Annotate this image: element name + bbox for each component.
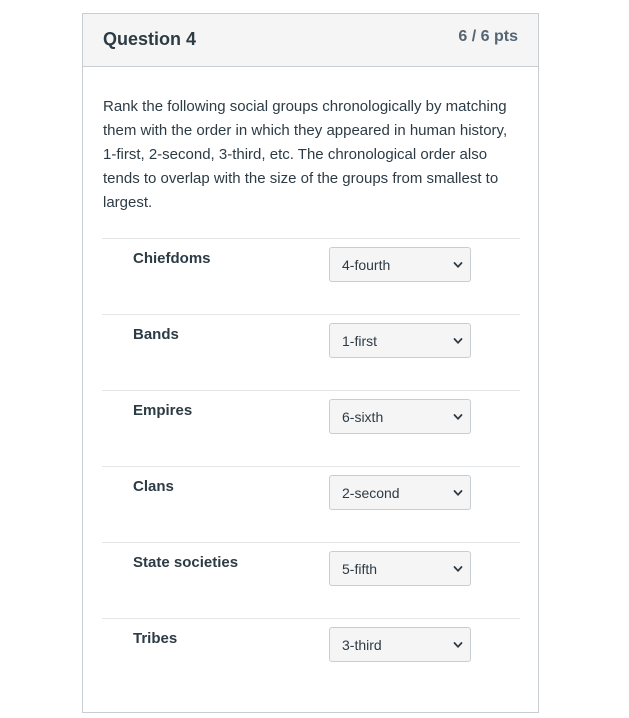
- chevron-down-icon: [453, 488, 463, 498]
- match-label: Chiefdoms: [133, 250, 211, 267]
- match-selected-value: 5-fifth: [342, 561, 378, 577]
- match-selected-value: 3-third: [342, 637, 382, 653]
- match-row: [102, 238, 520, 314]
- chevron-down-icon: [453, 412, 463, 422]
- match-label: Clans: [133, 478, 174, 495]
- match-label: Bands: [133, 326, 179, 343]
- question-points: 6 / 6 pts: [458, 28, 518, 45]
- match-select[interactable]: [329, 247, 471, 282]
- match-row: [102, 542, 520, 618]
- match-selected-value: 6-sixth: [342, 409, 384, 425]
- match-row: [102, 390, 520, 466]
- chevron-down-icon: [453, 564, 463, 574]
- match-select[interactable]: [329, 551, 471, 586]
- match-label: State societies: [133, 554, 239, 571]
- match-row: [102, 314, 520, 390]
- question-header: [83, 14, 538, 67]
- match-selected-value: 4-fourth: [342, 257, 391, 273]
- chevron-down-icon: [453, 260, 463, 270]
- question-card: [82, 13, 539, 713]
- question-text: Rank the following social groups chronologically by matching them with the order in which they appeared in human history, 1-first, 2-second, 3-third, etc. The chronological order also tends to overlap with the size of the groups from smallest to largest.: [103, 98, 508, 211]
- match-select[interactable]: [329, 627, 471, 662]
- match-label: Empires: [133, 402, 193, 419]
- match-select[interactable]: [329, 323, 471, 358]
- chevron-down-icon: [453, 336, 463, 346]
- match-label: Tribes: [133, 630, 178, 647]
- match-row: [102, 618, 520, 694]
- match-row: [102, 466, 520, 542]
- matching-list: [102, 238, 520, 694]
- match-select[interactable]: [329, 475, 471, 510]
- match-selected-value: 1-first: [342, 333, 377, 349]
- match-select[interactable]: [329, 399, 471, 434]
- question-title: Question 4: [103, 29, 197, 49]
- chevron-down-icon: [453, 640, 463, 650]
- match-selected-value: 2-second: [342, 485, 400, 501]
